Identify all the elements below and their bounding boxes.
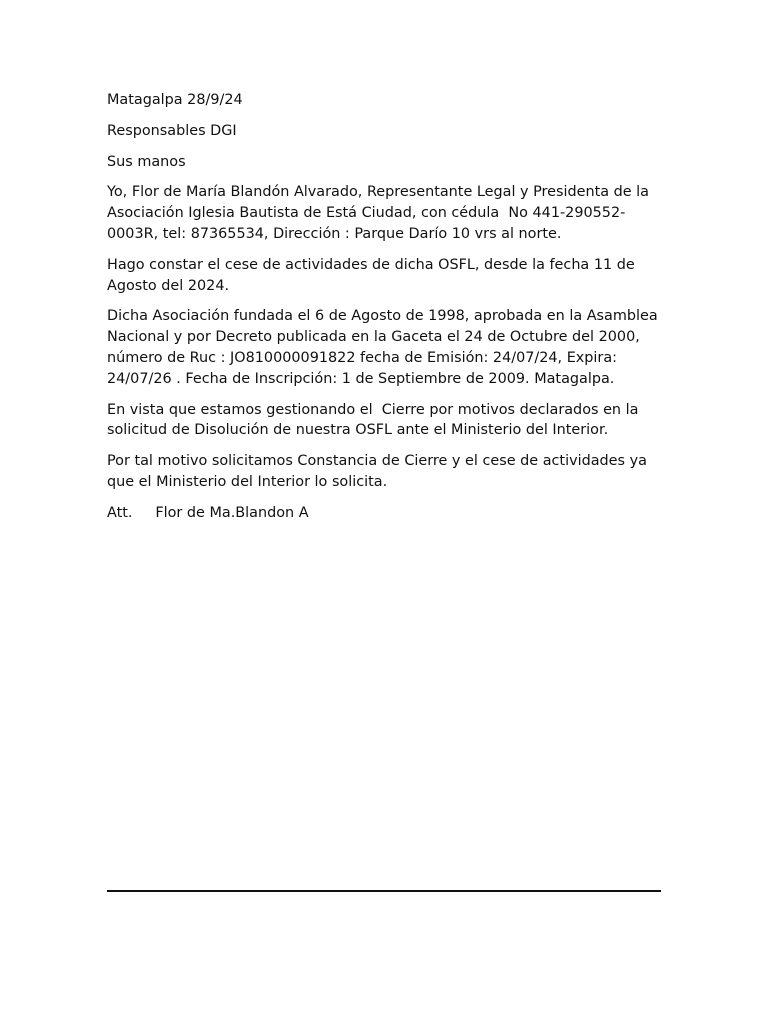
closure-context-paragraph: En vista que estamos gestionando el Cierre por motivos declarados en la solicitud de Disolución de nuestra OSFL ante el Ministerio del Interior. xyxy=(107,401,644,439)
signature-line: Att. Flor de Ma.Blandon A xyxy=(107,504,309,521)
cessation-paragraph: Hago constar el cese de actividades de dicha OSFL, desde la fecha 11 de Agosto del 2024. xyxy=(107,256,640,294)
request-paragraph: Por tal motivo solicitamos Constancia de Cierre y el cese de actividades ya que el Ministerio del Interior lo solicita. xyxy=(107,453,652,490)
salutation-line: Sus manos xyxy=(107,153,186,170)
footer-rule xyxy=(107,890,661,892)
recipient-line: Responsables DGI xyxy=(107,122,237,139)
letter-body xyxy=(107,90,662,534)
association-details-paragraph: Dicha Asociación fundada el 6 de Agosto de 1998, aprobada en la Asamblea Nacional y por Decreto publicada en la Gaceta el 24 de Octubre del 2000, número de Ruc : JO810000091822 fecha de Emisión: 24/07/24, Expira: 24/07/26 . Fecha de Inscripción: 1 de Septiembre de 2009. Matagalpa. xyxy=(107,308,663,387)
introduction-paragraph: Yo, Flor de María Blandón Alvarado, Representante Legal y Presidenta de la Asociación Iglesia Bautista de Está Ciudad, con cédula No 441-290552-0003R, tel: 87365534, Dirección : Parque Darío 10 vrs al norte. xyxy=(107,184,654,242)
place-date-line: Matagalpa 28/9/24 xyxy=(107,92,243,108)
